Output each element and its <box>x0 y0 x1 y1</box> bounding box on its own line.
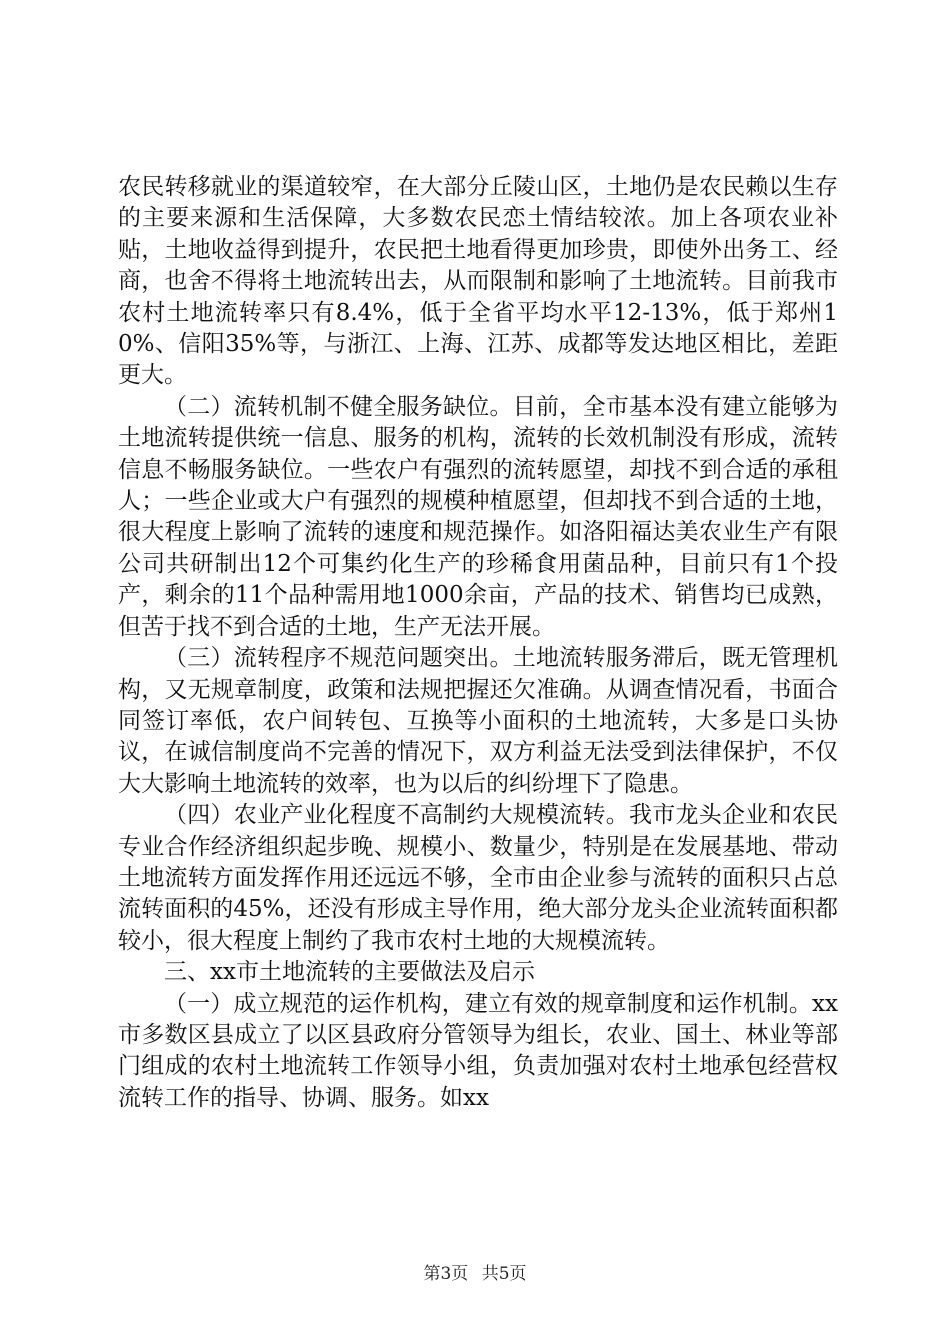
paragraph-circulation-mechanism: （二）流转机制不健全服务缺位。目前，全市基本没有建立能够为土地流转提供统一信息、服务的机构，流转的长效机制没有形成，流转信息不畅服务缺位。一些农户有强烈的流转愿望，却找不到合适的承租人；一些企业或大户有强烈的规模种植愿望，但却找不到合适的土地，很大程度上影响了流转的速度和规范操作。如洛阳福达美农业生产有限公司共研制出12个可集约化生产的珍稀食用菌品种，目前只有1个投产，剩余的11个品种需用地1000余亩，产品的技术、销售均已成熟，但苦于找不到合适的土地，生产无法开展。 <box>118 393 838 640</box>
paragraph-circulation-procedure: （三）流转程序不规范问题突出。土地流转服务滞后，既无管理机构，又无规章制度，政策和法规把握还欠准确。从调查情况看，书面合同签订率低，农户间转包、互换等小面积的土地流转，大多是口头协议，在诚信制度尚不完善的情况下，双方利益无法受到法律保护，不仅大大影响土地流转的效率，也为以后的纠纷埋下了隐患。 <box>118 645 838 797</box>
page-footer <box>0 1262 950 1286</box>
section-heading: 三、xx市土地流转的主要做法及启示 <box>164 959 535 986</box>
paragraph-rural-employment: 农民转移就业的渠道较窄，在大部分丘陵山区，土地仍是农民赖以生存的主要来源和生活保障，大多数农民恋土情结较浓。加上各项农业补贴，土地收益得到提升，农民把土地看得更加珍贵，即使外出务工、经商，也舍不得将土地流转出去，从而限制和影响了土地流转。目前我市农村土地流转率只有8.4%，低于全省平均水平12-13%，低于郑州10%、信阳35%等，与浙江、上海、江苏、成都等发达地区相比，差距更大。 <box>118 174 838 389</box>
document-body <box>118 172 838 1114</box>
page-number: 第3页 <box>423 1264 469 1284</box>
paragraph-operation-agency: （一）成立规范的运作机构，建立有效的规章制度和运作机制。xx市多数区县成立了以区县政府分管领导为组长，农业、国土、林业等部门组成的农村土地流转工作领导小组，负责加强对农村土地承包经营权流转工作的指导、协调、服务。如xx <box>118 990 838 1111</box>
page-total: 共5页 <box>481 1264 527 1284</box>
paragraph-industrialization: （四）农业产业化程度不高制约大规模流转。我市龙头企业和农民专业合作经济组织起步晚、规模小、数量少，特别是在发展基地、带动土地流转方面发挥作用还远远不够，全市由企业参与流转的面积只占总流转面积的45%，还没有形成主导作用，绝大部分龙头企业流转面积都较小，很大程度上制约了我市农村土地的大规模流转。 <box>118 802 838 954</box>
